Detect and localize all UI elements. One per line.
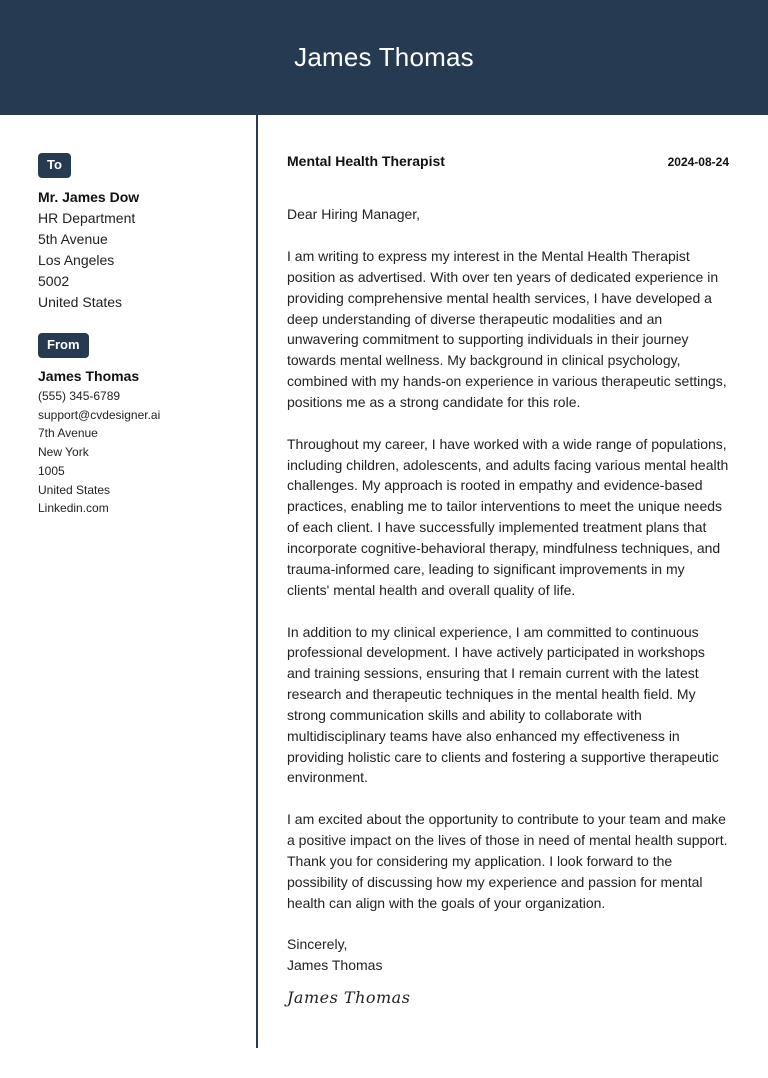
header-banner bbox=[0, 0, 768, 115]
recipient-name: Mr. James Dow bbox=[38, 189, 140, 205]
paragraph: I am writing to express my interest in the Mental Health Therapist position as advertised. With over ten years of dedicated experience in providing comprehensive mental health services, I have developed a deep understanding of diverse therapeutic modalities and an unwavering commitment to supporting individuals in their journey towards mental wellness. My background in clinical psychology, combined with my hands-on experience in various therapeutic settings, positions me as a strong candidate for this role. bbox=[287, 248, 727, 410]
sender-name: James Thomas bbox=[38, 368, 140, 384]
sidebar bbox=[38, 153, 238, 518]
letter-body bbox=[287, 153, 729, 1007]
sender-street: 7th Avenue bbox=[38, 426, 98, 441]
recipient-line: 5002 bbox=[38, 273, 70, 289]
job-title: Mental Health Therapist bbox=[287, 153, 445, 169]
to-badge: To bbox=[38, 153, 71, 178]
sender-email: support@cvdesigner.ai bbox=[38, 407, 161, 422]
sender-zip: 1005 bbox=[38, 463, 65, 478]
closing-name: James Thomas bbox=[287, 957, 383, 974]
recipient-line: Los Angeles bbox=[38, 252, 115, 268]
sender-phone: (555) 345-6789 bbox=[38, 389, 121, 403]
recipient-block bbox=[38, 187, 238, 313]
closing-phrase: Sincerely, bbox=[287, 936, 348, 953]
recipient-line: United States bbox=[38, 294, 123, 310]
sender-block bbox=[38, 366, 238, 518]
closing-block bbox=[287, 934, 729, 976]
applicant-name-title: James Thomas bbox=[294, 42, 474, 72]
from-badge: From bbox=[38, 333, 89, 358]
sender-linkedin: Linkedin.com bbox=[38, 501, 109, 516]
sender-country: United States bbox=[38, 482, 111, 497]
paragraph: In addition to my clinical experience, I am committed to continuous professional development. I have actively participated in workshops and training sessions, ensuring that I remain current with the latest research and therapeutic techniques in the mental health field. My strong communication skills and ability to collaborate with multidisciplinary teams have also enhanced my effectiveness in providing holistic care to clients and fostering a supportive therapeutic environment. bbox=[287, 623, 719, 786]
column-divider bbox=[256, 115, 258, 1048]
signature: James Thomas bbox=[287, 988, 411, 1008]
letter-date: 2024-08-24 bbox=[667, 155, 729, 169]
paragraph: I am excited about the opportunity to contribute to your team and make a positive impact on the lives of those in need of mental health support. Thank you for considering my application. I look forward to the possibility of discussing how my experience and passion for mental health can align with the goals of your organization. bbox=[287, 811, 728, 911]
recipient-line: 5th Avenue bbox=[38, 231, 108, 247]
letter-title-row bbox=[287, 153, 729, 173]
sender-city: New York bbox=[38, 445, 89, 460]
salutation: Dear Hiring Manager, bbox=[287, 206, 421, 222]
recipient-line: HR Department bbox=[38, 210, 136, 226]
paragraph: Throughout my career, I have worked with a wide range of populations, including children, adolescents, and adults facing various mental health challenges. My approach is rooted in empathy and evidence-based practices, enabling me to tailor interventions to meet the unique needs of each client. I have successfully implemented treatment plans that incorporate cognitive-behavioral therapy, mindfulness techniques, and trauma-informed care, leading to significant improvements in my clients' mental health and overall quality of life. bbox=[287, 435, 729, 598]
